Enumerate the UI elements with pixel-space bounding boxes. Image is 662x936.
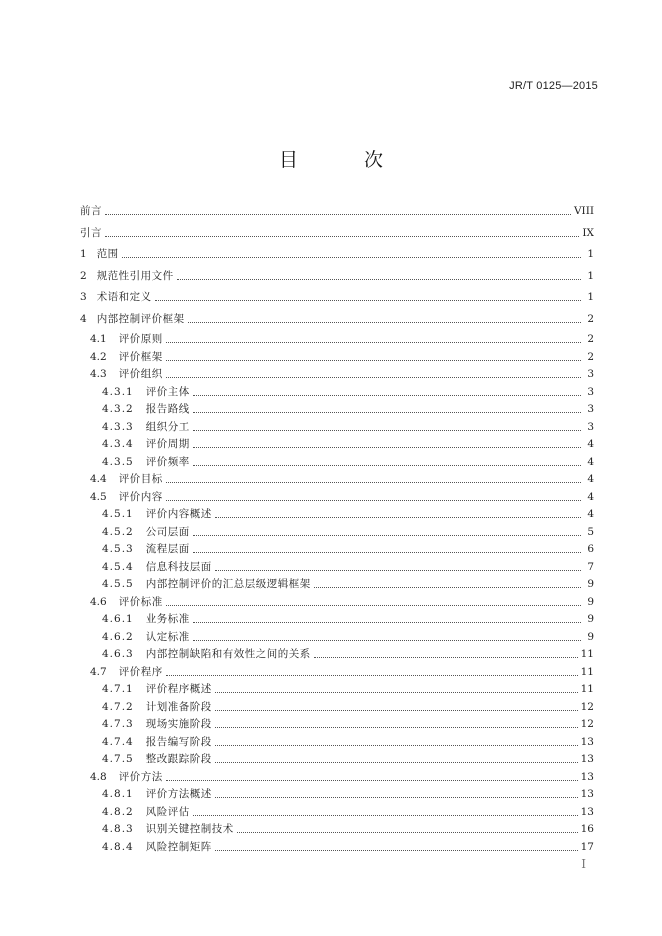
footer-page-number: I (581, 857, 586, 871)
toc-entry[interactable] (80, 328, 594, 345)
toc-entry[interactable] (80, 521, 594, 538)
toc-entry-label (80, 631, 190, 643)
toc-entry[interactable] (80, 222, 594, 239)
toc-entry[interactable] (80, 696, 594, 713)
toc-entry[interactable] (80, 468, 594, 485)
toc-entry-number: 4.5.5 (102, 578, 134, 590)
toc-entry-number: 4.7.5 (102, 753, 134, 765)
toc-entry-label (80, 806, 190, 818)
toc-entry-title: 组织分工 (145, 420, 190, 433)
toc-entry-title: 报告编写阶段 (145, 735, 212, 748)
toc-leader-dots (193, 430, 581, 431)
toc-leader-dots (193, 815, 578, 816)
toc-entry[interactable] (80, 243, 594, 260)
toc-entry-label (80, 270, 174, 282)
toc-leader-dots (193, 412, 581, 413)
toc-entry-page: 4 (587, 508, 594, 520)
toc-leader-dots (177, 279, 581, 280)
toc-entry-number: 4.6.1 (102, 613, 134, 625)
toc-entry-page: 16 (580, 823, 594, 835)
toc-entry-title: 现场实施阶段 (145, 718, 212, 730)
toc-entry-page: 12 (580, 718, 594, 730)
toc-entry[interactable] (80, 783, 594, 800)
toc-leader-dots (166, 675, 578, 676)
toc-entry-label (80, 333, 163, 345)
toc-entry-page: 1 (587, 248, 594, 261)
toc-leader-dots (166, 360, 581, 361)
toc-entry-label (80, 386, 190, 398)
toc-entry-label (80, 543, 190, 555)
toc-entry[interactable] (80, 346, 594, 363)
toc-entry[interactable] (80, 451, 594, 468)
toc-entry-label (80, 526, 190, 538)
toc-entry-label (80, 313, 185, 325)
toc-entry[interactable] (80, 836, 594, 853)
toc-entry-number: 4 (80, 313, 87, 325)
toc-entry-label (80, 368, 163, 380)
toc-entry-page: VIII (573, 205, 594, 217)
toc-entry-title: 评价周期 (145, 438, 190, 450)
toc-entry[interactable] (80, 731, 594, 748)
toc-entry-title: 风险评估 (145, 805, 190, 818)
toc-entry-number: 4.7.2 (102, 700, 134, 713)
toc-leader-dots (193, 535, 581, 536)
toc-entry-number: 4.6.3 (102, 648, 134, 660)
toc-entry-number: 4.8.2 (102, 805, 134, 818)
toc-entry-title: 评价目标 (118, 473, 163, 485)
toc-entry-number: 4.5.4 (102, 560, 134, 573)
toc-entry-number: 4.3.2 (102, 403, 134, 415)
toc-entry-label (80, 771, 163, 783)
toc-leader-dots (193, 552, 581, 553)
toc-entry-title: 公司层面 (145, 525, 190, 538)
toc-entry-number: 4.2 (90, 350, 107, 363)
toc-entry-title: 评价框架 (118, 350, 163, 363)
toc-entry-number: 4.6.2 (102, 630, 134, 643)
toc-entry-page: 11 (580, 648, 594, 660)
toc-entry-label (80, 473, 163, 485)
toc-leader-dots (166, 377, 581, 378)
toc-leader-dots (155, 300, 581, 301)
toc-entry-page: 9 (587, 595, 594, 608)
toc-entry-title: 内部控制评价框架 (96, 313, 185, 325)
toc-entry-label (80, 666, 163, 678)
toc-entry-number: 4.8 (90, 770, 107, 783)
toc-entry-page: 11 (580, 665, 594, 678)
toc-entry-page: 4 (587, 490, 594, 503)
toc-leader-dots (166, 500, 581, 501)
toc-entry-page: 5 (587, 525, 594, 538)
toc-entry-number: 4.4 (90, 473, 107, 485)
toc-leader-dots (193, 447, 581, 448)
toc-entry-page: 13 (580, 788, 594, 800)
toc-entry-number: 4.3.1 (102, 385, 134, 398)
toc-entry-label (80, 718, 212, 730)
toc-entry-number: 4.8.1 (102, 788, 134, 800)
toc-entry-page: 2 (587, 333, 594, 345)
toc-entry-number: 2 (80, 269, 87, 282)
toc-entry-label (80, 736, 212, 748)
toc-entry-label (80, 596, 163, 608)
toc-entry[interactable] (80, 308, 594, 325)
toc-leader-dots (166, 342, 581, 343)
toc-entry-label (80, 205, 102, 217)
toc-entry[interactable] (80, 713, 594, 730)
toc-entry-page: 3 (587, 403, 594, 415)
toc-entry-label (80, 823, 234, 835)
toc-entry-page: 1 (587, 269, 594, 282)
toc-entry-page: 3 (587, 420, 594, 433)
toc-entry-label (80, 561, 212, 573)
toc-entry-title: 报告路线 (145, 403, 190, 415)
toc-leader-dots (105, 214, 571, 215)
toc-entry-page: 11 (580, 683, 594, 695)
toc-entry-title: 内部控制缺陷和有效性之间的关系 (145, 648, 311, 660)
toc-entry-page: 3 (587, 385, 594, 398)
toc-entry-title: 规范性引用文件 (96, 269, 174, 282)
toc-entry-number: 4.5 (90, 490, 107, 503)
toc-entry[interactable] (80, 416, 594, 433)
toc-entry-title: 引言 (80, 226, 102, 239)
toc-leader-dots (193, 395, 581, 396)
toc-entry-page: 9 (587, 578, 594, 590)
toc-entry-label (80, 421, 190, 433)
toc-entry-page: 17 (580, 840, 594, 853)
toc-entry-label (80, 248, 119, 260)
toc-entry-page: 3 (587, 368, 594, 380)
toc-leader-dots (215, 692, 578, 693)
toc-entry-number: 4.3.3 (102, 420, 134, 433)
toc-entry-number: 4.6 (90, 595, 107, 608)
toc-entry-title: 风险控制矩阵 (145, 840, 212, 853)
toc-entry[interactable] (80, 363, 594, 380)
toc-entry[interactable] (80, 801, 594, 818)
toc-entry-number: 4.7.3 (102, 718, 134, 730)
toc-entry-page: 9 (587, 613, 594, 625)
toc-entry-title: 认定标准 (145, 630, 190, 643)
toc-entry-title: 识别关键控制技术 (145, 823, 234, 835)
toc-entry-number: 4.1 (90, 333, 107, 345)
toc-leader-dots (193, 622, 581, 623)
toc-entry-page: 4 (587, 438, 594, 450)
toc-leader-dots (215, 745, 578, 746)
page-title: 目 次 (278, 149, 414, 171)
toc-entry-label (80, 753, 212, 765)
toc-entry[interactable] (80, 286, 594, 303)
toc-entry[interactable] (80, 265, 594, 282)
toc-entry[interactable] (80, 200, 594, 217)
toc-entry-title: 计划准备阶段 (145, 700, 212, 713)
toc-entry-page: 4 (587, 455, 594, 468)
toc-entry-page: 2 (587, 350, 594, 363)
toc-leader-dots (122, 257, 581, 258)
toc-entry-label (80, 648, 311, 660)
toc-entry-page: 9 (587, 630, 594, 643)
toc-entry-label (80, 613, 190, 625)
toc-entry-label (80, 351, 163, 363)
toc-leader-dots (166, 605, 581, 606)
toc-entry-page: 4 (587, 473, 594, 485)
toc-leader-dots (215, 570, 581, 571)
toc-entry-title: 流程层面 (145, 543, 190, 555)
toc-entry[interactable] (80, 766, 594, 783)
toc-leader-dots (215, 797, 578, 798)
toc-entry[interactable] (80, 538, 594, 555)
toc-leader-dots (215, 850, 578, 851)
toc-entry-title: 评价内容概述 (145, 508, 212, 520)
toc-entry-page: 13 (580, 770, 594, 783)
standard-code: JR/T 0125—2015 (509, 80, 598, 92)
toc-entry-number: 3 (80, 291, 87, 304)
toc-entry[interactable] (80, 486, 594, 503)
toc-entry-label (80, 438, 190, 450)
toc-entry[interactable] (80, 626, 594, 643)
toc-entry-page: 2 (587, 313, 594, 325)
toc-entry-title: 信息科技层面 (145, 560, 212, 573)
toc-entry-label (80, 291, 152, 303)
toc-entry[interactable] (80, 643, 594, 660)
toc-leader-dots (166, 482, 581, 483)
toc-entry-label (80, 841, 212, 853)
toc-entry-label (80, 456, 190, 468)
toc-entry-number: 4.5.3 (102, 543, 134, 555)
toc-entry-title: 评价原则 (118, 333, 163, 345)
toc-entry-label (80, 683, 212, 695)
toc-leader-dots (215, 710, 578, 711)
toc-entry-title: 评价方法概述 (145, 788, 212, 800)
toc-entry-number: 4.3.5 (102, 455, 134, 468)
toc-entry-label (80, 227, 102, 239)
toc-entry-label (80, 578, 311, 590)
toc-entry-number: 4.5.2 (102, 525, 134, 538)
toc-entry-page: 1 (587, 291, 594, 304)
toc-entry-title: 前言 (80, 205, 102, 217)
toc-entry-number: 4.8.4 (102, 840, 134, 853)
toc-entry-page: IX (582, 226, 594, 239)
toc-leader-dots (215, 762, 578, 763)
toc-entry-title: 内部控制评价的汇总层级逻辑框架 (145, 578, 311, 590)
toc-entry-page: 13 (580, 735, 594, 748)
toc-entry-title: 术语和定义 (96, 291, 152, 304)
toc-entry[interactable] (80, 556, 594, 573)
toc-entry[interactable] (80, 661, 594, 678)
toc-leader-dots (166, 780, 578, 781)
toc-leader-dots (188, 322, 581, 323)
toc-entry-page: 13 (580, 805, 594, 818)
toc-leader-dots (215, 517, 581, 518)
toc-leader-dots (237, 832, 578, 833)
toc-entry[interactable] (80, 748, 594, 765)
toc-entry-title: 范围 (96, 248, 119, 261)
toc-entry[interactable] (80, 591, 594, 608)
toc-entry-title: 整改跟踪阶段 (145, 753, 212, 765)
toc-entry-label (80, 508, 212, 520)
toc-entry-label (80, 788, 212, 800)
toc-leader-dots (105, 236, 579, 237)
toc-entry-number: 4.3.4 (102, 438, 134, 450)
toc-entry-title: 评价方法 (118, 770, 163, 783)
toc-entry-number: 4.7 (90, 665, 107, 678)
toc-entry-title: 评价内容 (118, 490, 163, 503)
toc-entry-page: 12 (580, 700, 594, 713)
toc-leader-dots (314, 657, 578, 658)
toc-entry[interactable] (80, 678, 594, 695)
toc-entry-number: 4.7.1 (102, 683, 134, 695)
toc-leader-dots (314, 587, 581, 588)
toc-entry-page: 7 (587, 560, 594, 573)
toc-entry-title: 评价标准 (118, 595, 163, 608)
toc-entry-label (80, 701, 212, 713)
toc-entry[interactable] (80, 433, 594, 450)
toc-entry-title: 评价频率 (145, 455, 190, 468)
toc-entry-title: 评价程序 (118, 665, 163, 678)
toc-entry[interactable] (80, 608, 594, 625)
toc-leader-dots (193, 465, 581, 466)
toc-entry-number: 1 (80, 248, 87, 261)
toc-entry-number: 4.8.3 (102, 823, 134, 835)
toc-entry-title: 评价主体 (145, 385, 190, 398)
toc-entry-number: 4.5.1 (102, 508, 134, 520)
toc-leader-dots (215, 727, 578, 728)
toc-entry-label (80, 403, 190, 415)
toc-entry-title: 评价组织 (118, 368, 163, 380)
toc-entry-number: 4.7.4 (102, 735, 134, 748)
toc-entry[interactable] (80, 818, 594, 835)
toc-entry-number: 4.3 (90, 368, 107, 380)
toc-entry-page: 13 (580, 753, 594, 765)
toc-entry-title: 评价程序概述 (145, 683, 212, 695)
toc-entry[interactable] (80, 381, 594, 398)
toc-entry[interactable] (80, 398, 594, 415)
toc-leader-dots (193, 640, 581, 641)
toc-entry[interactable] (80, 573, 594, 590)
toc-entry-page: 6 (587, 543, 594, 555)
toc-entry-title: 业务标准 (145, 613, 190, 625)
toc-entry[interactable] (80, 503, 594, 520)
toc-entry-label (80, 491, 163, 503)
